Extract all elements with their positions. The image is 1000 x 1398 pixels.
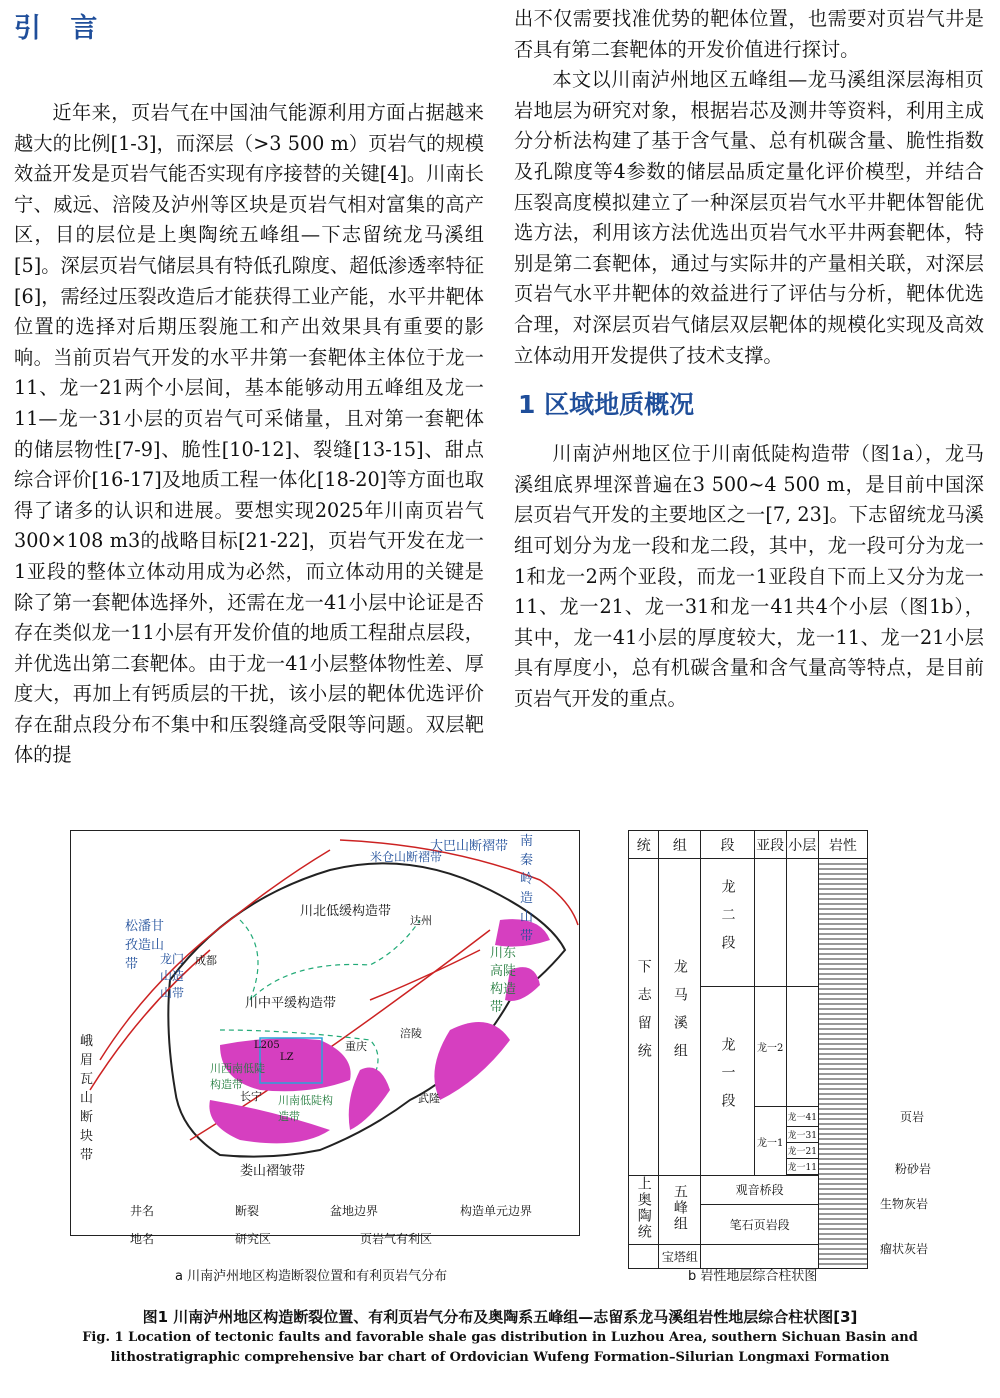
map-label: 大巴山断褶带 <box>430 839 509 854</box>
map-label: 南秦岭造山带 <box>520 834 534 944</box>
section-heading-geology: 1 区域地质概况 <box>518 390 695 420</box>
section-heading-intro: 引 言 <box>14 13 108 44</box>
strat-header: 岩性 <box>818 831 867 859</box>
map-label: 重庆 <box>345 1040 367 1053</box>
left-column <box>14 0 484 771</box>
paragraph-geology: 川南泸州地区位于川南低陡构造带（图1a），龙马溪组底界埋深普遍在3 500~4 500 m，是目前中国深层页岩气开发的主要地区之一[7, 23]。下志留统龙马溪组可划分为龙一段和龙二段，其中，龙一段可分为龙一1和龙一2两个亚段，而龙一1亚段自下而上又分为龙一11、龙一21、龙一31和龙一41共4个小层（图1b），其中，龙一41小层的厚度较大，龙一11、龙一21小层具有厚度小，总有机碳含量和含气量高等特点，是目前页岩气开发的重点。 <box>514 442 984 710</box>
strat-header: 小层 <box>786 831 818 859</box>
map-legend-item: 盆地边界 <box>330 1204 379 1218</box>
strat-header: 段 <box>701 831 754 859</box>
paragraph-continued: 出不仅需要找准优势的靶体位置，也需要对页岩气井是否具有第二套靶体的开发价值进行探讨。 <box>514 7 984 61</box>
layer: 龙一31 <box>786 1127 818 1143</box>
right-column <box>514 0 984 714</box>
member-guanyinqiao: 观音桥段 <box>701 1176 818 1205</box>
map-label: 川北低缓构造带 <box>300 904 392 919</box>
layer: 龙一41 <box>786 1107 818 1127</box>
member-long1: 龙一段 <box>719 1037 736 1121</box>
submember-long1-1: 龙一1 <box>754 1107 786 1176</box>
member-long2: 龙二段 <box>719 878 736 963</box>
figure-title-en-line1: Fig. 1 Location of tectonic faults and favorable shale gas distribution in Luzhou Area, southern Sichuan Basin and <box>82 1330 918 1345</box>
map-label: 峨眉瓦山断块带 <box>80 1034 94 1163</box>
map-label: 松潘甘孜造山带 <box>125 919 165 972</box>
map-legend-item: 构造单元边界 <box>460 1204 533 1218</box>
lith-legend-item: 页岩 <box>900 1110 925 1124</box>
map-label: 成都 <box>195 954 217 967</box>
map-label: 川东高陡构造带 <box>490 946 517 1015</box>
map-legend-item: 页岩气有利区 <box>360 1232 433 1246</box>
map-label: 涪陵 <box>400 1027 422 1040</box>
lith-legend-item: 粉砂岩 <box>895 1162 932 1176</box>
layer: 龙一21 <box>786 1143 818 1159</box>
map-label: 川南低陡构造带 <box>278 1094 333 1123</box>
map-label: 龙门山造山带 <box>160 952 185 1000</box>
figure-title-cn: 图1 川南泸州地区构造断裂位置、有利页岩气分布及奥陶系五峰组—志留系龙马溪组岩性地层综合柱状图[3] <box>142 1308 858 1326</box>
well-label: L205 <box>254 1040 280 1051</box>
map-label: 川中平缓构造带 <box>245 996 337 1011</box>
map-legend-item: 地名 <box>130 1232 155 1246</box>
member-bishi: 笔石页岩段 <box>701 1204 818 1244</box>
figure-map <box>70 830 580 1270</box>
map-label: 达州 <box>410 914 432 927</box>
lithology-column <box>818 859 867 1269</box>
paragraph-study: 本文以川南泸州地区五峰组—龙马溪组深层海相页岩地层为研究对象，根据岩芯及测井等资料，利用主成分分析法构建了基于含气量、总有机碳含量、脆性指数及孔隙度等4参数的储层品质定量化评价模型，并结合压裂高度模拟建立了一种深层页岩气水平井靶体智能优选方法，利用该方法优选出页岩气水平井两套靶体，特别是第二套靶体，通过与实际井的产量相关联，对深层页岩气水平井靶体的效益进行了评估与分析，靶体优选合理，对深层页岩气储层双层靶体的规模化实现及高效立体动用开发提供了技术支撑。 <box>514 68 984 367</box>
well-label: LZ <box>280 1052 294 1063</box>
formation-wufeng: 五峰组 <box>671 1184 688 1232</box>
map-label: 米仓山断褶带 <box>370 850 443 864</box>
map-label: 川西南低陡构造带 <box>210 1062 265 1091</box>
lith-legend-item: 瘤状灰岩 <box>880 1242 929 1256</box>
formation-baota: 宝塔组 <box>659 1245 701 1269</box>
figure-strat-column <box>628 830 868 1264</box>
series-lower-silurian: 下志留统 <box>635 959 652 1071</box>
map-label: 武隆 <box>418 1092 440 1105</box>
map-legend-item: 断裂 <box>235 1204 260 1218</box>
intro-paragraph: 近年来，页岩气在中国油气能源利用方面占据越来越大的比例[1-3]，而深层（>3 500 m）页岩气的规模效益开发是页岩气能否实现有序接替的关键[4]。川南长宁、威远、涪陵及泸州等区块是页岩气相对富集的高产区，目的层位是上奥陶统五峰组—下志留统龙马溪组[5]。深层页岩气储层具有特低孔隙度、超低渗透率特征[6]，需经过压裂改造后才能获得工业产能，水平井靶体位置的选择对后期压裂施工和产出效果具有重要的影响。当前页岩气开发的水平井第一套靶体主体位于龙一11、龙一21两个小层间，基本能够动用五峰组及龙一11—龙一31小层的页岩气可采储量，且对第一套靶体的储层物性[7-9]、脆性[10-12]、裂缝[13-15]、甜点综合评价[16-17]及地质工程一体化[18-20]等方面也取得了诸多的认识和进展。要想实现2025年川南页岩气300×108 m3的战略目标[21-22]，页岩气开发在龙一1亚段的整体立体动用成为必然，而立体动用的关键是除了第一套靶体选择外，还需在龙一41小层中论证是否存在类似龙一11小层有开发价值的地质工程甜点层段，并优选出第二套靶体。由于龙一41小层整体物性差、厚度大，再加上有钙质层的干扰，该小层的靶体优选评价存在甜点段分布不集中和压裂缝高受限等问题。双层靶体的提 <box>14 101 484 767</box>
map-legend-item: 井名 <box>130 1204 155 1218</box>
submember-long1-2: 龙一2 <box>754 987 786 1107</box>
map-label: 娄山褶皱带 <box>240 1164 306 1179</box>
strat-caption: b 岩性地层综合柱状图 <box>688 1269 818 1284</box>
layer: 龙一11 <box>786 1159 818 1175</box>
map-legend-item: 研究区 <box>235 1232 272 1246</box>
series-upper-ordovician: 上奥陶统 <box>635 1176 652 1240</box>
map-label: 长宁 <box>240 1090 262 1103</box>
map-caption: a 川南泸州地区构造断裂位置和有利页岩气分布 <box>175 1269 448 1284</box>
strat-header: 亚段 <box>754 831 786 859</box>
lith-legend-item: 生物灰岩 <box>880 1197 929 1211</box>
strat-header: 统 <box>629 831 659 859</box>
figure-title-en-line2: lithostratigraphic comprehensive bar chart of Ordovician Wufeng Formation–Silurian Longmaxi Formation <box>110 1350 890 1365</box>
strat-header: 组 <box>659 831 701 859</box>
formation-longmaxi: 龙马溪组 <box>671 959 688 1071</box>
